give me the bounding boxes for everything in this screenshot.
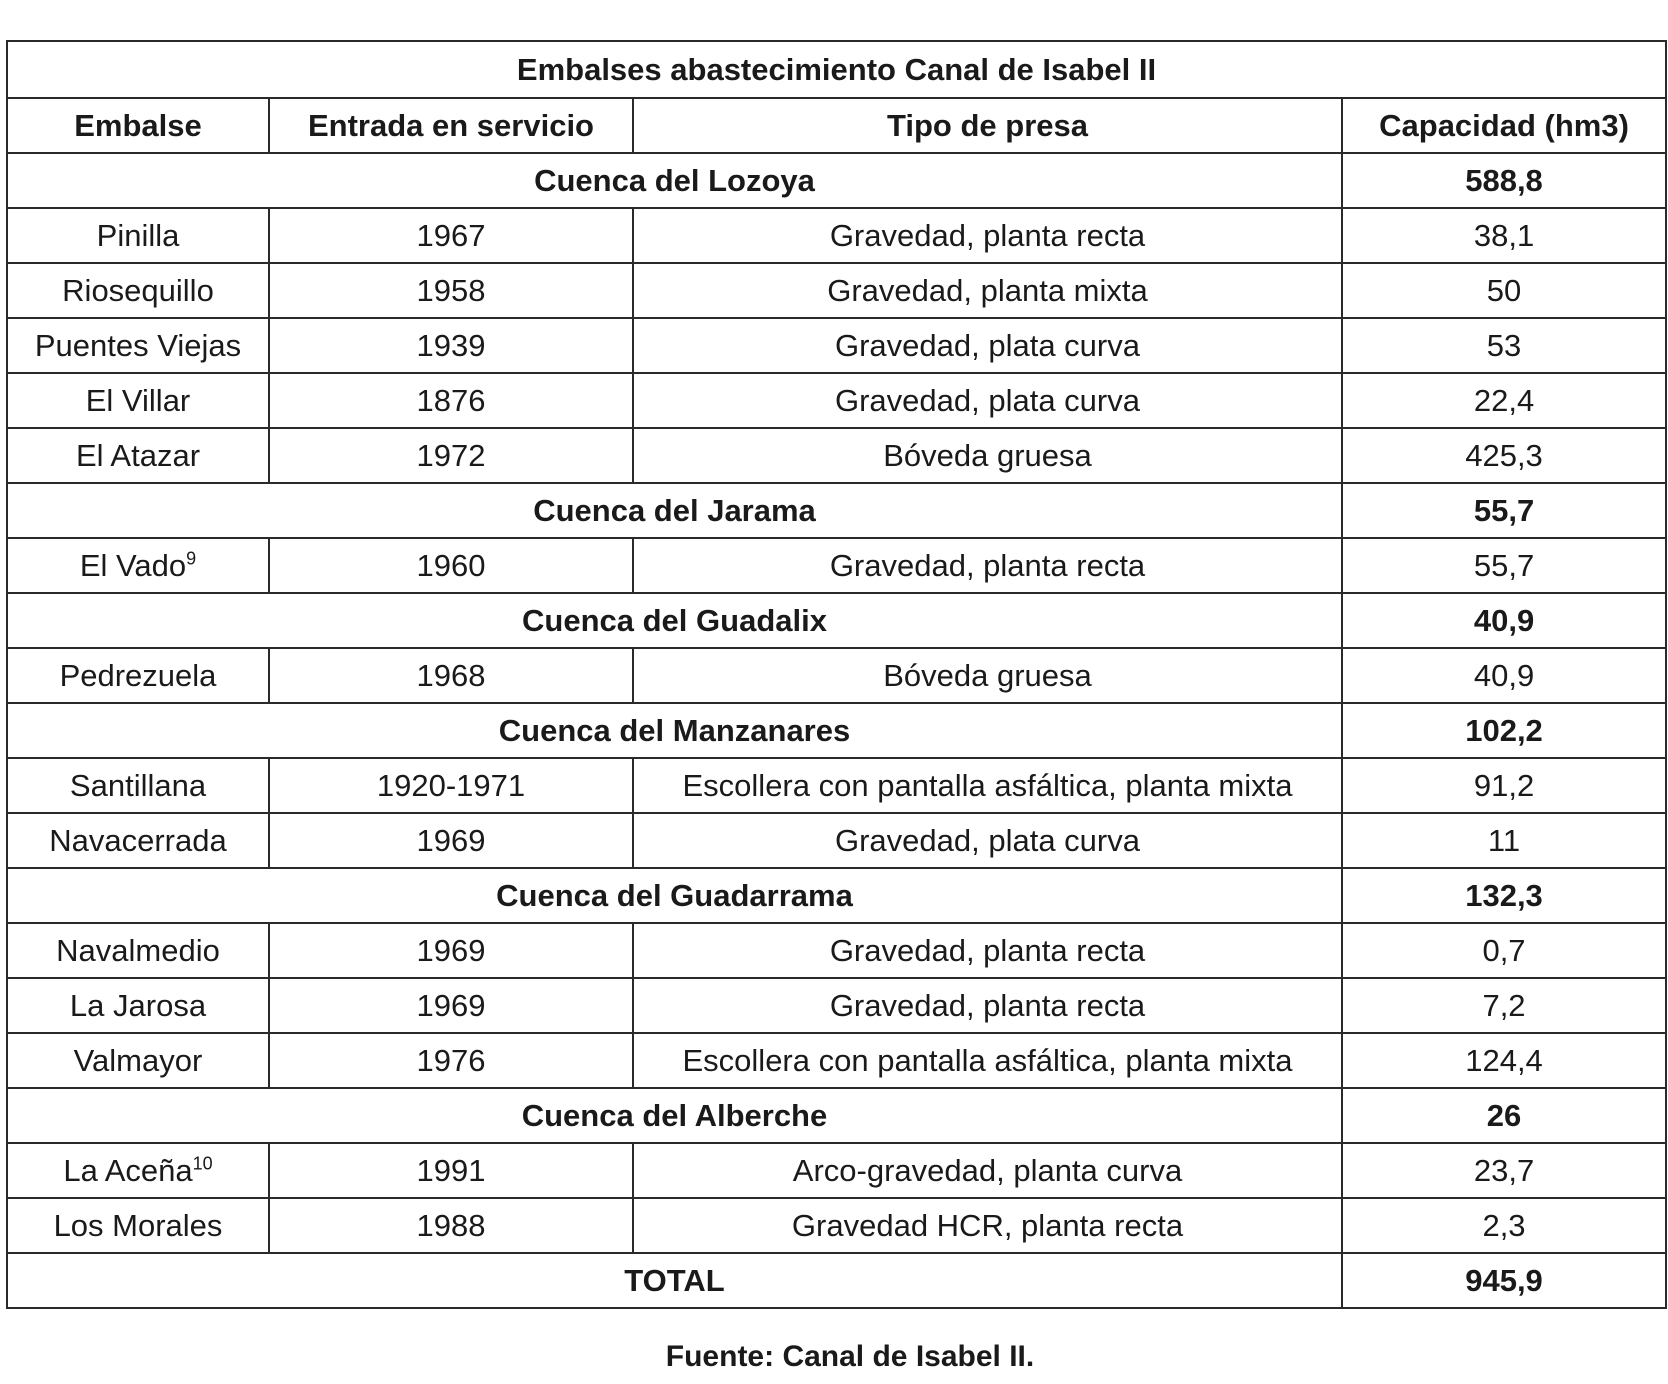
service-year: 1876 — [269, 373, 633, 428]
basin-name: Cuenca del Manzanares — [7, 703, 1342, 758]
dam-type: Gravedad, plata curva — [633, 373, 1342, 428]
header-embalse: Embalse — [7, 98, 269, 153]
reservoir-name-cell — [7, 538, 269, 593]
reservoir-name: La Aceña — [63, 1152, 193, 1188]
table-header-row — [7, 98, 1666, 153]
source-caption: Fuente: Canal de Isabel II. — [665, 1340, 1035, 1373]
service-year: 1967 — [269, 208, 633, 263]
reservoir-name-cell — [7, 1198, 269, 1253]
dam-type: Gravedad, planta mixta — [633, 263, 1342, 318]
basin-name: Cuenca del Jarama — [7, 483, 1342, 538]
reservoir-name: El Vado — [79, 547, 187, 583]
basin-total: 40,9 — [1342, 593, 1666, 648]
footnote-marker: 10 — [192, 1153, 213, 1174]
table-row — [7, 428, 1666, 483]
basin-total: 588,8 — [1342, 153, 1666, 208]
table-title-row — [7, 41, 1666, 98]
basin-name: Cuenca del Guadarrama — [7, 868, 1342, 923]
table-row — [7, 1033, 1666, 1088]
basin-total: 102,2 — [1342, 703, 1666, 758]
reservoir-name-cell — [7, 373, 269, 428]
table-row — [7, 978, 1666, 1033]
table-row — [7, 208, 1666, 263]
reservoir-name: Navalmedio — [56, 932, 220, 968]
service-year: 1969 — [269, 923, 633, 978]
dam-type: Gravedad, planta recta — [633, 538, 1342, 593]
capacity: 22,4 — [1342, 373, 1666, 428]
reservoir-name-cell — [7, 813, 269, 868]
table-row — [7, 373, 1666, 428]
capacity: 55,7 — [1342, 538, 1666, 593]
reservoir-name-cell — [7, 978, 269, 1033]
basin-row — [7, 1088, 1666, 1143]
dam-type: Bóveda gruesa — [633, 428, 1342, 483]
reservoir-name-cell — [7, 648, 269, 703]
reservoir-name-cell — [7, 318, 269, 373]
capacity: 38,1 — [1342, 208, 1666, 263]
table-row — [7, 648, 1666, 703]
basin-total: 132,3 — [1342, 868, 1666, 923]
reservoir-name: El Villar — [85, 382, 191, 418]
basin-name: Cuenca del Guadalix — [7, 593, 1342, 648]
basin-name: Cuenca del Lozoya — [7, 153, 1342, 208]
service-year: 1972 — [269, 428, 633, 483]
basin-name: Cuenca del Alberche — [7, 1088, 1342, 1143]
reservoir-name: Pedrezuela — [59, 657, 217, 693]
basin-row — [7, 153, 1666, 208]
reservoir-name: Santillana — [69, 767, 207, 803]
reservoir-name: Valmayor — [73, 1042, 203, 1078]
dam-type: Escollera con pantalla asfáltica, planta mixta — [633, 1033, 1342, 1088]
service-year: 1939 — [269, 318, 633, 373]
basin-total: 26 — [1342, 1088, 1666, 1143]
dam-type: Gravedad HCR, planta recta — [633, 1198, 1342, 1253]
basin-row — [7, 593, 1666, 648]
reservoir-name: El Atazar — [75, 437, 201, 473]
capacity: 425,3 — [1342, 428, 1666, 483]
reservoirs-table — [6, 40, 1667, 1309]
service-year: 1991 — [269, 1143, 633, 1198]
table-row — [7, 758, 1666, 813]
reservoir-name: Navacerrada — [49, 822, 227, 858]
reservoir-name-cell — [7, 1033, 269, 1088]
service-year: 1969 — [269, 978, 633, 1033]
dam-type: Gravedad, plata curva — [633, 813, 1342, 868]
reservoir-name-cell — [7, 428, 269, 483]
reservoir-name: Los Morales — [53, 1207, 223, 1243]
service-year: 1976 — [269, 1033, 633, 1088]
reservoir-name: La Jarosa — [69, 987, 207, 1023]
dam-type: Gravedad, planta recta — [633, 208, 1342, 263]
table-body — [7, 41, 1666, 1308]
basin-row — [7, 703, 1666, 758]
reservoir-name: Riosequillo — [62, 272, 214, 308]
total-label: TOTAL — [7, 1253, 1342, 1308]
footnote-marker: 9 — [186, 548, 197, 569]
reservoir-name-cell — [7, 758, 269, 813]
capacity: 2,3 — [1342, 1198, 1666, 1253]
reservoir-name-cell — [7, 923, 269, 978]
dam-type: Escollera con pantalla asfáltica, planta mixta — [633, 758, 1342, 813]
table-row — [7, 538, 1666, 593]
table-row — [7, 923, 1666, 978]
dam-type: Arco-gravedad, planta curva — [633, 1143, 1342, 1198]
dam-type: Gravedad, planta recta — [633, 978, 1342, 1033]
basin-row — [7, 483, 1666, 538]
header-capacidad: Capacidad (hm3) — [1342, 98, 1666, 153]
table-row — [7, 1143, 1666, 1198]
reservoir-name: Pinilla — [96, 217, 180, 253]
service-year: 1920-1971 — [269, 758, 633, 813]
header-tipo: Tipo de presa — [633, 98, 1342, 153]
capacity: 124,4 — [1342, 1033, 1666, 1088]
capacity: 91,2 — [1342, 758, 1666, 813]
service-year: 1968 — [269, 648, 633, 703]
dam-type: Gravedad, planta recta — [633, 923, 1342, 978]
dam-type: Bóveda gruesa — [633, 648, 1342, 703]
capacity: 7,2 — [1342, 978, 1666, 1033]
reservoir-name-cell — [7, 263, 269, 318]
basin-row — [7, 868, 1666, 923]
header-entrada: Entrada en servicio — [269, 98, 633, 153]
capacity: 0,7 — [1342, 923, 1666, 978]
dam-type: Gravedad, plata curva — [633, 318, 1342, 373]
capacity: 53 — [1342, 318, 1666, 373]
reservoir-name-cell — [7, 208, 269, 263]
service-year: 1988 — [269, 1198, 633, 1253]
service-year: 1960 — [269, 538, 633, 593]
capacity: 11 — [1342, 813, 1666, 868]
table-row — [7, 318, 1666, 373]
table-title: Embalses abastecimiento Canal de Isabel II — [7, 41, 1666, 98]
service-year: 1958 — [269, 263, 633, 318]
total-row — [7, 1253, 1666, 1308]
table-row — [7, 263, 1666, 318]
capacity: 40,9 — [1342, 648, 1666, 703]
total-value: 945,9 — [1342, 1253, 1666, 1308]
capacity: 50 — [1342, 263, 1666, 318]
basin-total: 55,7 — [1342, 483, 1666, 538]
capacity: 23,7 — [1342, 1143, 1666, 1198]
reservoir-name: Puentes Viejas — [34, 327, 242, 363]
reservoir-name-cell — [7, 1143, 269, 1198]
table-row — [7, 813, 1666, 868]
service-year: 1969 — [269, 813, 633, 868]
table-row — [7, 1198, 1666, 1253]
